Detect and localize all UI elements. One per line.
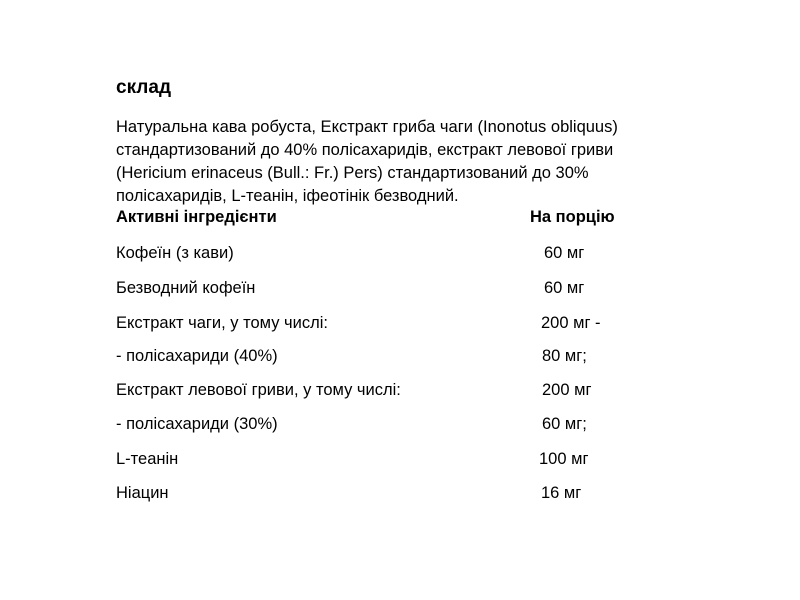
ingredient-amount: 60 мг;: [542, 415, 587, 433]
composition-line: Натуральна кава робуста, Екстракт гриба чаги (Inonotus obliquus): [116, 118, 618, 136]
table-row: [116, 413, 676, 435]
ingredient-amount: 200 мг: [542, 381, 592, 399]
ingredient-amount: 100 мг: [539, 450, 589, 468]
table-row: [116, 242, 676, 264]
table-row: [116, 277, 676, 299]
ingredient-name: - полісахариди (30%): [116, 415, 278, 433]
ingredient-amount: 200 мг -: [541, 314, 601, 332]
composition-line: (Hericium erinaceus (Bull.: Fr.) Pers) стандартизований до 30%: [116, 164, 589, 182]
ingredient-name: L-теанін: [116, 450, 179, 468]
header-per-serving-label: На порцію: [530, 208, 615, 226]
ingredient-amount: 60 мг: [544, 244, 585, 262]
ingredient-name: Безводний кофеїн: [116, 279, 256, 297]
header-ingredients-label: Активні інгредієнти: [116, 208, 277, 226]
ingredient-name: Ніацин: [116, 484, 169, 502]
ingredient-name: Екстракт чаги, у тому числі:: [116, 314, 328, 332]
composition-text: [116, 116, 716, 208]
ingredient-amount: 80 мг;: [542, 347, 587, 365]
ingredient-amount: 16 мг: [541, 484, 582, 502]
table-row: [116, 448, 676, 470]
table-row: [116, 482, 676, 504]
ingredient-name: Кофеїн (з кави): [116, 244, 234, 262]
ingredient-amount: 60 мг: [544, 279, 585, 297]
composition-line: полісахаридів, L-теанін, іфеотінік безводний.: [116, 187, 459, 205]
table-row: [116, 345, 676, 367]
ingredient-name: - полісахариди (40%): [116, 347, 278, 365]
section-heading: склад: [116, 77, 172, 98]
ingredient-name: Екстракт левової гриви, у тому числі:: [116, 381, 401, 399]
table-header-row: [116, 206, 676, 228]
composition-line: стандартизований до 40% полісахаридів, екстракт левової гриви: [116, 141, 614, 159]
table-row: [116, 312, 676, 334]
table-row: [116, 379, 676, 401]
